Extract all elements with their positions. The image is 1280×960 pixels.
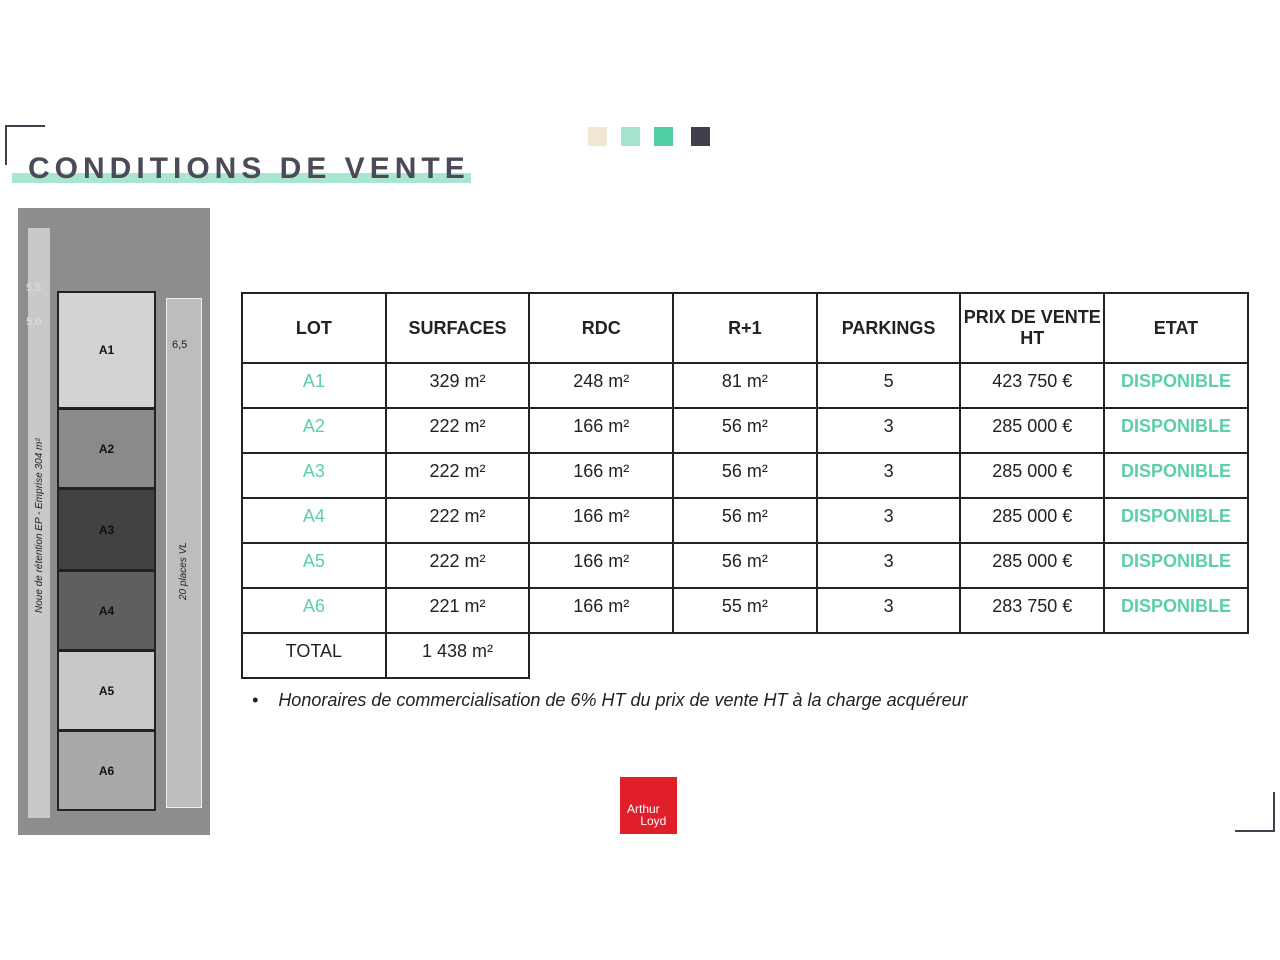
plan-lot-a2: A2 bbox=[57, 408, 156, 489]
places-label: 20 places VL bbox=[178, 542, 189, 600]
dim-label: 6,5 bbox=[172, 339, 188, 351]
lot-cell: A6 bbox=[242, 588, 386, 633]
r1-cell: 56 m² bbox=[673, 408, 817, 453]
rdc-cell: 166 m² bbox=[529, 588, 673, 633]
col-header: SURFACES bbox=[386, 293, 530, 363]
price-cell: 283 750 € bbox=[960, 588, 1104, 633]
total-surface: 1 438 m² bbox=[386, 633, 530, 678]
r1-cell: 56 m² bbox=[673, 543, 817, 588]
col-header: ETAT bbox=[1104, 293, 1248, 363]
dim-label: 5,5 bbox=[26, 282, 42, 294]
parkings-cell: 3 bbox=[817, 408, 961, 453]
palette-square bbox=[588, 127, 607, 146]
rdc-cell: 248 m² bbox=[529, 363, 673, 408]
table-row bbox=[242, 498, 1248, 543]
palette-square bbox=[691, 127, 710, 146]
table-header-row bbox=[242, 293, 1248, 363]
surface-cell: 222 m² bbox=[386, 453, 530, 498]
lot-cell: A4 bbox=[242, 498, 386, 543]
plan-lot-a6: A6 bbox=[57, 730, 156, 811]
fees-note-text: Honoraires de commercialisation de 6% HT du prix de vente HT à la charge acquéreur bbox=[278, 690, 968, 710]
price-cell: 285 000 € bbox=[960, 498, 1104, 543]
plan-lot-a3: A3 bbox=[57, 488, 156, 571]
parkings-cell: 3 bbox=[817, 543, 961, 588]
price-cell: 285 000 € bbox=[960, 543, 1104, 588]
col-header: LOT bbox=[242, 293, 386, 363]
status-cell: DISPONIBLE bbox=[1104, 498, 1248, 543]
total-label: TOTAL bbox=[242, 633, 386, 678]
rdc-cell: 166 m² bbox=[529, 453, 673, 498]
status-cell: DISPONIBLE bbox=[1104, 408, 1248, 453]
price-cell: 423 750 € bbox=[960, 363, 1104, 408]
surface-cell: 222 m² bbox=[386, 408, 530, 453]
status-cell: DISPONIBLE bbox=[1104, 588, 1248, 633]
plan-lot-a1: A1 bbox=[57, 291, 156, 409]
table-row bbox=[242, 588, 1248, 633]
fees-note: • Honoraires de commercialisation de 6% HT du prix de vente HT à la charge acquéreur bbox=[252, 690, 968, 710]
table-row bbox=[242, 363, 1248, 408]
col-header: RDC bbox=[529, 293, 673, 363]
table-row bbox=[242, 543, 1248, 588]
sales-table bbox=[241, 292, 1249, 679]
page-title: CONDITIONS DE VENTE bbox=[28, 152, 470, 185]
site-plan bbox=[18, 208, 210, 835]
rdc-cell: 166 m² bbox=[529, 543, 673, 588]
price-cell: 285 000 € bbox=[960, 408, 1104, 453]
rdc-cell: 166 m² bbox=[529, 498, 673, 543]
table-row bbox=[242, 453, 1248, 498]
lot-cell: A2 bbox=[242, 408, 386, 453]
palette-square bbox=[621, 127, 640, 146]
r1-cell: 55 m² bbox=[673, 588, 817, 633]
parkings-cell: 3 bbox=[817, 453, 961, 498]
col-header: R+1 bbox=[673, 293, 817, 363]
plan-lot-a5: A5 bbox=[57, 650, 156, 731]
r1-cell: 56 m² bbox=[673, 453, 817, 498]
table-row bbox=[242, 408, 1248, 453]
price-cell: 285 000 € bbox=[960, 453, 1104, 498]
lot-cell: A5 bbox=[242, 543, 386, 588]
surface-cell: 222 m² bbox=[386, 498, 530, 543]
parkings-cell: 3 bbox=[817, 588, 961, 633]
parkings-cell: 5 bbox=[817, 363, 961, 408]
rdc-cell: 166 m² bbox=[529, 408, 673, 453]
parkings-cell: 3 bbox=[817, 498, 961, 543]
r1-cell: 56 m² bbox=[673, 498, 817, 543]
corner-decoration bbox=[1235, 792, 1275, 832]
r1-cell: 81 m² bbox=[673, 363, 817, 408]
status-cell: DISPONIBLE bbox=[1104, 453, 1248, 498]
palette-square bbox=[654, 127, 673, 146]
dim-label: 5,0 bbox=[26, 316, 42, 328]
noue-label: Noue de rétention EP - Emprise 304 m² bbox=[34, 438, 45, 613]
status-cell: DISPONIBLE bbox=[1104, 363, 1248, 408]
col-header: PRIX DE VENTE HT bbox=[960, 293, 1104, 363]
status-cell: DISPONIBLE bbox=[1104, 543, 1248, 588]
surface-cell: 221 m² bbox=[386, 588, 530, 633]
arthur-loyd-logo: Arthur Loyd bbox=[620, 777, 677, 834]
lot-cell: A1 bbox=[242, 363, 386, 408]
total-row bbox=[242, 633, 1248, 678]
surface-cell: 222 m² bbox=[386, 543, 530, 588]
lot-cell: A3 bbox=[242, 453, 386, 498]
surface-cell: 329 m² bbox=[386, 363, 530, 408]
col-header: PARKINGS bbox=[817, 293, 961, 363]
plan-lot-a4: A4 bbox=[57, 570, 156, 651]
